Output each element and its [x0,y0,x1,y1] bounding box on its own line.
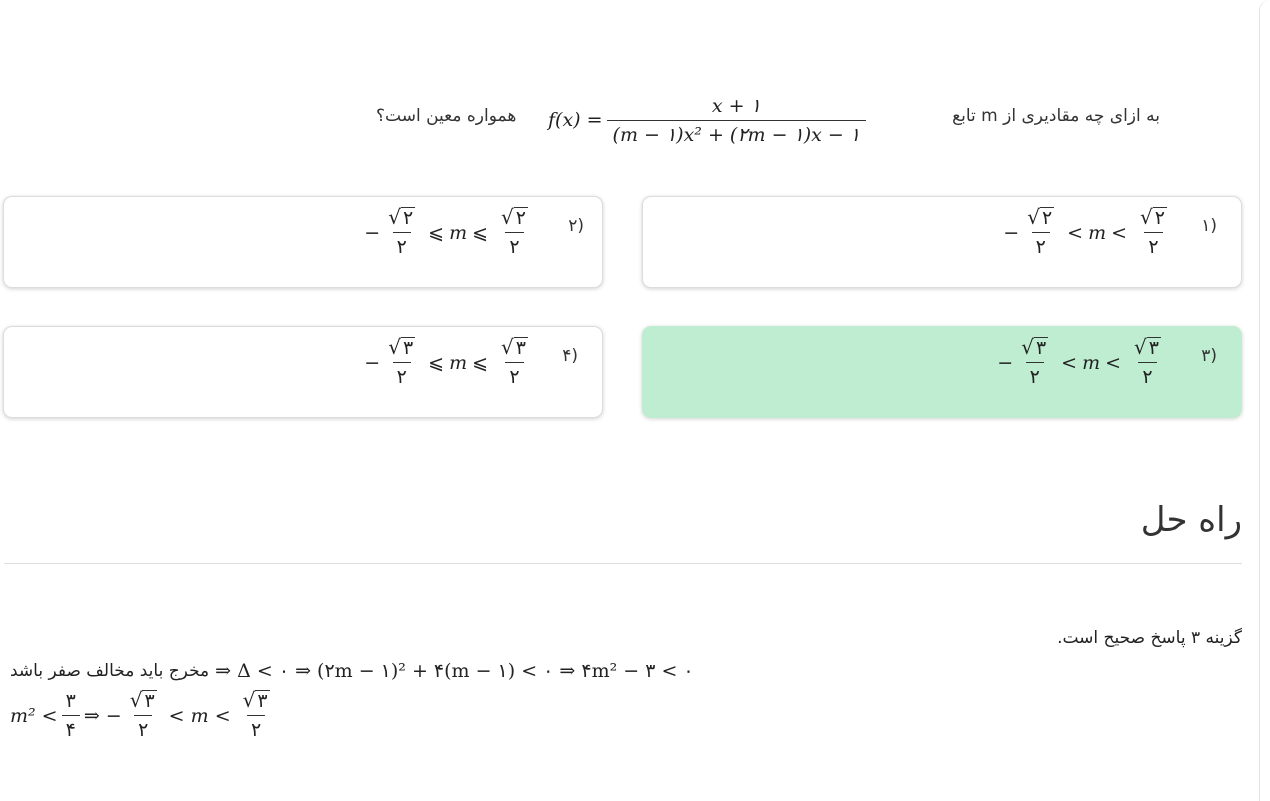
option-number: ۱) [1201,216,1217,236]
correct-answer-text: گزینه ۳ پاسخ صحیح است. [1057,628,1242,648]
line2-fraction: $\frac{۳}{۴}$ [62,690,80,741]
option-3-correct[interactable] [642,326,1242,418]
line2-root-fraction-2: √ ۳ ۲ [242,688,268,741]
option-number: ۲) [568,216,584,236]
function-lhs: f(x) = [548,109,603,131]
solution-line-1-math: ⇒ Δ < ۰ ⇒ (۲m − ۱)² + ۴(m − ۱) < ۰ ⇒ ۴m² − ۳ < ۰ [215,660,694,682]
divider [4,563,1242,564]
question-function [548,88,870,152]
solution-title: راه حل [1140,500,1242,540]
option-expression: − √ ۳ ۲ ⩽ m ⩽ √ ۳ ۲ [364,335,526,388]
line2-relation: < m < [168,704,231,727]
function-denominator: (m − ۱)x² + (۲m − ۱)x − ۱ [607,120,867,146]
solution-line-1-text: مخرج باید مخالف صفر باشد [10,661,210,681]
option-number: ۴) [562,346,578,366]
option-1[interactable] [642,196,1242,288]
option-expression: − √ ۲ ۲ < m < √ ۲ ۲ [1003,205,1165,258]
line2-implies: ⇒ − [83,704,122,727]
option-expression: − √ ۳ ۲ < m < √ ۳ ۲ [997,335,1159,388]
question [370,88,1160,152]
line2-lhs: m² < [10,704,58,727]
solution-line-1 [10,660,694,682]
question-text-end: همواره معین است؟ [376,106,517,126]
solution-line-2 [10,690,278,741]
option-number: ۳) [1201,346,1217,366]
function-numerator: x + ۱ [711,94,761,117]
function-fraction [607,95,867,146]
line2-root-fraction: √ ۳ ۲ [129,688,155,741]
option-2[interactable] [3,196,603,288]
option-expression: − √ ۲ ۲ ⩽ m ⩽ √ ۲ ۲ [364,205,526,258]
panel-edge [1259,0,1270,801]
option-4[interactable] [3,326,603,418]
question-text-start: به ازای چه مقادیری از m تابع [952,106,1160,126]
